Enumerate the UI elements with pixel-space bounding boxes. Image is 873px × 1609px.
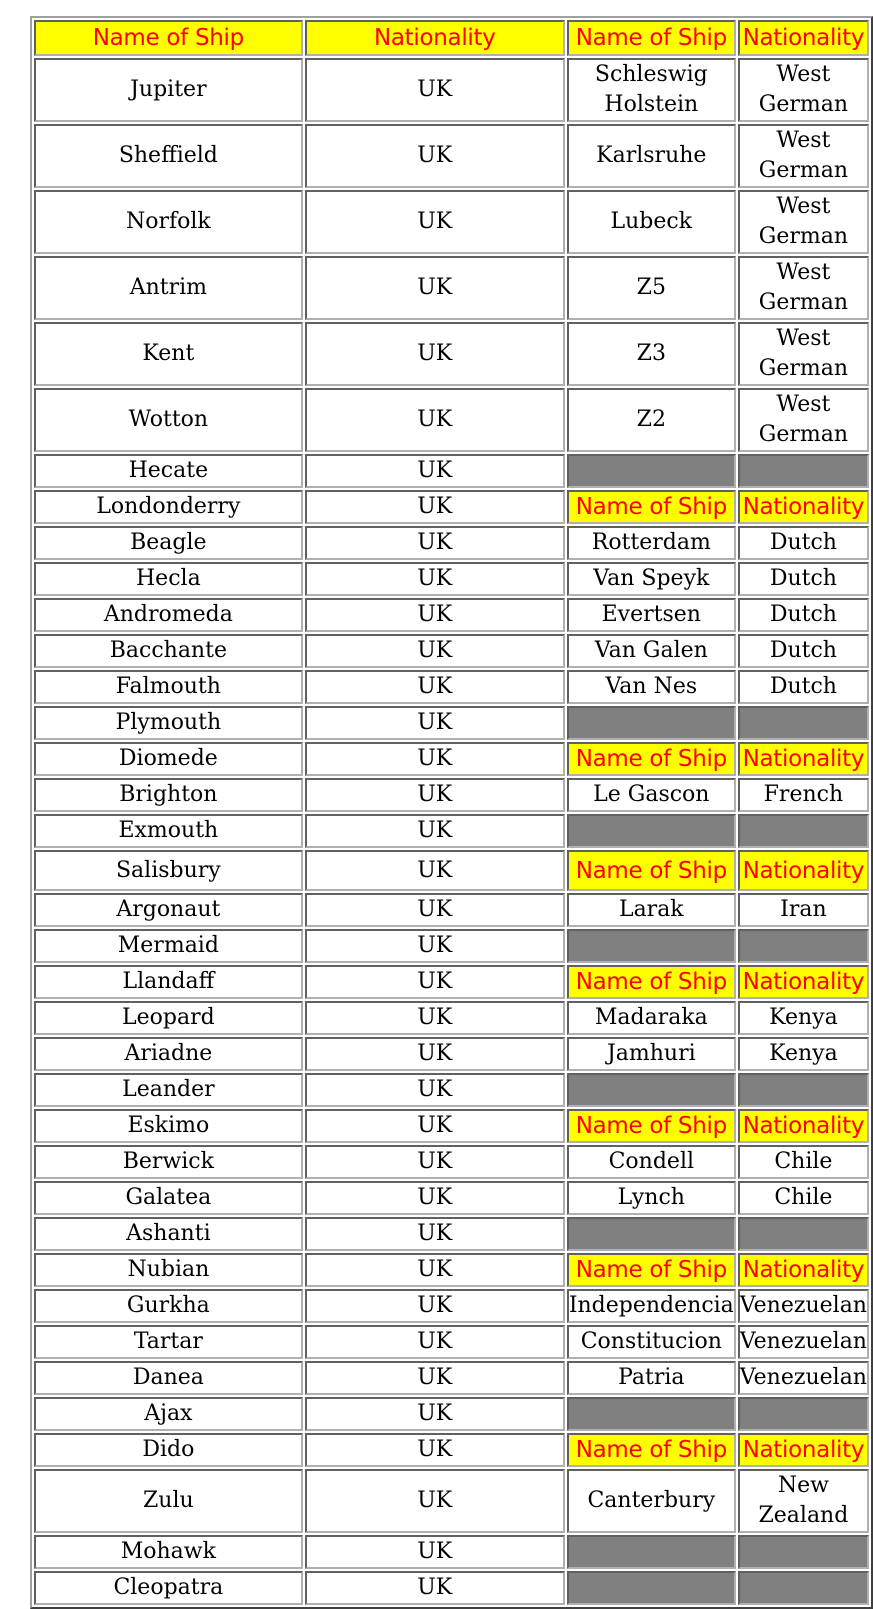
uk-nationality-cell: UK [305,1535,565,1569]
uk-nationality-cell: UK [305,256,565,320]
subheader-cell-nationality: Nationality [738,965,869,999]
uk-nationality-cell: UK [305,454,565,488]
uk-nationality-cell: UK [305,1001,565,1035]
uk-nationality-cell: UK [305,1325,565,1359]
table-row [34,670,869,704]
foreign-ship-name-cell: Canterbury [567,1469,736,1533]
uk-ship-name-cell: Zulu [34,1469,303,1533]
table-row [34,388,869,452]
ships-table-body [34,20,869,1605]
table-row [34,1073,869,1107]
foreign-ship-name-cell: Rotterdam [567,526,736,560]
blank-cell [738,1217,869,1251]
uk-nationality-cell: UK [305,562,565,596]
table-row [34,1109,869,1143]
blank-cell [738,929,869,963]
uk-ship-name-cell: Galatea [34,1181,303,1215]
uk-nationality-cell: UK [305,1433,565,1467]
uk-nationality-cell: UK [305,1397,565,1431]
uk-nationality-cell: UK [305,1361,565,1395]
foreign-ship-name-cell: Z2 [567,388,736,452]
foreign-nationality-cell: Venezuelan [738,1325,869,1359]
subheader-cell-nationality: Nationality [738,1433,869,1467]
foreign-nationality-cell: West German [738,58,869,122]
table-row [34,929,869,963]
table-row [34,598,869,632]
table-row [34,1469,869,1533]
blank-cell [567,1535,736,1569]
table-row [34,1037,869,1071]
uk-nationality-cell: UK [305,1145,565,1179]
table-row [34,706,869,740]
uk-nationality-cell: UK [305,778,565,812]
ships-table [30,16,873,1609]
foreign-nationality-cell: Dutch [738,598,869,632]
table-row [34,1001,869,1035]
uk-ship-name-cell: Danea [34,1361,303,1395]
uk-nationality-cell: UK [305,1289,565,1323]
foreign-nationality-cell: Dutch [738,634,869,668]
foreign-ship-name-cell: Lubeck [567,190,736,254]
blank-cell [567,454,736,488]
table-row [34,1361,869,1395]
uk-nationality-cell: UK [305,598,565,632]
uk-ship-name-cell: Mermaid [34,929,303,963]
blank-cell [738,1397,869,1431]
blank-cell [738,454,869,488]
table-row [34,124,869,188]
subheader-cell-name-of-ship: Name of Ship [567,742,736,776]
foreign-nationality-cell: West German [738,322,869,386]
subheader-cell-name-of-ship: Name of Ship [567,1109,736,1143]
table-row [34,562,869,596]
foreign-ship-name-cell: Van Nes [567,670,736,704]
uk-ship-name-cell: Hecla [34,562,303,596]
table-row [34,850,869,891]
table-row [34,1289,869,1323]
blank-cell [567,1397,736,1431]
table-row [34,58,869,122]
foreign-nationality-cell: Dutch [738,670,869,704]
table-row [34,1397,869,1431]
uk-ship-name-cell: Mohawk [34,1535,303,1569]
table-row [34,1217,869,1251]
uk-nationality-cell: UK [305,1469,565,1533]
subheader-cell-nationality: Nationality [738,850,869,891]
header-cell-name-of-ship-foreign: Name of Ship [567,20,736,56]
uk-ship-name-cell: Brighton [34,778,303,812]
blank-cell [567,1571,736,1605]
uk-nationality-cell: UK [305,634,565,668]
uk-nationality-cell: UK [305,1253,565,1287]
blank-cell [738,1535,869,1569]
header-cell-name-of-ship: Name of Ship [34,20,303,56]
subheader-cell-name-of-ship: Name of Ship [567,850,736,891]
foreign-ship-name-cell: Jamhuri [567,1037,736,1071]
foreign-nationality-cell: West German [738,256,869,320]
uk-ship-name-cell: Gurkha [34,1289,303,1323]
foreign-ship-name-cell: Evertsen [567,598,736,632]
uk-nationality-cell: UK [305,1109,565,1143]
table-row [34,742,869,776]
foreign-nationality-cell: Iran [738,893,869,927]
uk-ship-name-cell: Nubian [34,1253,303,1287]
uk-nationality-cell: UK [305,850,565,891]
uk-ship-name-cell: Berwick [34,1145,303,1179]
foreign-nationality-cell: West German [738,124,869,188]
table-row [34,634,869,668]
uk-ship-name-cell: Eskimo [34,1109,303,1143]
table-row [34,322,869,386]
uk-nationality-cell: UK [305,190,565,254]
foreign-ship-name-cell: Schleswig Holstein [567,58,736,122]
blank-cell [738,1571,869,1605]
uk-nationality-cell: UK [305,1037,565,1071]
blank-cell [738,706,869,740]
uk-nationality-cell: UK [305,670,565,704]
uk-nationality-cell: UK [305,388,565,452]
foreign-nationality-cell: Venezuelan [738,1289,869,1323]
uk-nationality-cell: UK [305,1217,565,1251]
uk-ship-name-cell: Kent [34,322,303,386]
uk-nationality-cell: UK [305,526,565,560]
subheader-cell-nationality: Nationality [738,742,869,776]
uk-ship-name-cell: Leopard [34,1001,303,1035]
foreign-nationality-cell: Kenya [738,1037,869,1071]
uk-nationality-cell: UK [305,490,565,524]
header-row [34,20,869,56]
foreign-nationality-cell: West German [738,388,869,452]
uk-ship-name-cell: Jupiter [34,58,303,122]
uk-ship-name-cell: Sheffield [34,124,303,188]
uk-ship-name-cell: Cleopatra [34,1571,303,1605]
foreign-ship-name-cell: Madaraka [567,1001,736,1035]
table-row [34,965,869,999]
uk-nationality-cell: UK [305,706,565,740]
foreign-nationality-cell: Chile [738,1181,869,1215]
uk-ship-name-cell: Wotton [34,388,303,452]
blank-cell [738,814,869,848]
foreign-nationality-cell: French [738,778,869,812]
subheader-cell-nationality: Nationality [738,1109,869,1143]
uk-ship-name-cell: Salisbury [34,850,303,891]
foreign-nationality-cell: Chile [738,1145,869,1179]
subheader-cell-name-of-ship: Name of Ship [567,1253,736,1287]
table-row [34,1181,869,1215]
table-row [34,526,869,560]
foreign-ship-name-cell: Condell [567,1145,736,1179]
uk-ship-name-cell: Londonderry [34,490,303,524]
uk-ship-name-cell: Antrim [34,256,303,320]
uk-nationality-cell: UK [305,124,565,188]
blank-cell [567,929,736,963]
uk-nationality-cell: UK [305,322,565,386]
table-row [34,1433,869,1467]
uk-ship-name-cell: Leander [34,1073,303,1107]
subheader-cell-nationality: Nationality [738,1253,869,1287]
header-cell-nationality: Nationality [305,20,565,56]
table-row [34,1145,869,1179]
uk-nationality-cell: UK [305,58,565,122]
foreign-nationality-cell: Dutch [738,562,869,596]
uk-ship-name-cell: Norfolk [34,190,303,254]
uk-ship-name-cell: Hecate [34,454,303,488]
uk-ship-name-cell: Ajax [34,1397,303,1431]
uk-ship-name-cell: Diomede [34,742,303,776]
uk-nationality-cell: UK [305,814,565,848]
blank-cell [567,814,736,848]
table-row [34,1535,869,1569]
uk-ship-name-cell: Dido [34,1433,303,1467]
foreign-ship-name-cell: Z5 [567,256,736,320]
table-row [34,1325,869,1359]
uk-nationality-cell: UK [305,965,565,999]
uk-nationality-cell: UK [305,1571,565,1605]
uk-nationality-cell: UK [305,893,565,927]
foreign-nationality-cell: West German [738,190,869,254]
foreign-ship-name-cell: Van Galen [567,634,736,668]
uk-ship-name-cell: Llandaff [34,965,303,999]
blank-cell [567,706,736,740]
foreign-ship-name-cell: Constitucion [567,1325,736,1359]
uk-nationality-cell: UK [305,929,565,963]
table-row [34,1571,869,1605]
foreign-nationality-cell: Venezuelan [738,1361,869,1395]
blank-cell [738,1073,869,1107]
uk-ship-name-cell: Ashanti [34,1217,303,1251]
uk-nationality-cell: UK [305,1073,565,1107]
subheader-cell-nationality: Nationality [738,490,869,524]
foreign-ship-name-cell: Van Speyk [567,562,736,596]
uk-nationality-cell: UK [305,1181,565,1215]
table-row [34,814,869,848]
foreign-ship-name-cell: Larak [567,893,736,927]
blank-cell [567,1073,736,1107]
foreign-ship-name-cell: Karlsruhe [567,124,736,188]
foreign-nationality-cell: Kenya [738,1001,869,1035]
uk-ship-name-cell: Ariadne [34,1037,303,1071]
uk-ship-name-cell: Argonaut [34,893,303,927]
uk-ship-name-cell: Bacchante [34,634,303,668]
table-row [34,490,869,524]
table-row [34,778,869,812]
foreign-ship-name-cell: Le Gascon [567,778,736,812]
foreign-ship-name-cell: Patria [567,1361,736,1395]
foreign-ship-name-cell: Independencia [567,1289,736,1323]
subheader-cell-name-of-ship: Name of Ship [567,1433,736,1467]
uk-ship-name-cell: Falmouth [34,670,303,704]
table-row [34,256,869,320]
subheader-cell-name-of-ship: Name of Ship [567,490,736,524]
foreign-ship-name-cell: Lynch [567,1181,736,1215]
table-row [34,454,869,488]
blank-cell [567,1217,736,1251]
foreign-nationality-cell: Dutch [738,526,869,560]
uk-nationality-cell: UK [305,742,565,776]
table-row [34,893,869,927]
table-row [34,1253,869,1287]
foreign-nationality-cell: New Zealand [738,1469,869,1533]
uk-ship-name-cell: Beagle [34,526,303,560]
table-row [34,190,869,254]
uk-ship-name-cell: Andromeda [34,598,303,632]
uk-ship-name-cell: Plymouth [34,706,303,740]
subheader-cell-name-of-ship: Name of Ship [567,965,736,999]
header-cell-nationality-foreign: Nationality [738,20,869,56]
uk-ship-name-cell: Tartar [34,1325,303,1359]
foreign-ship-name-cell: Z3 [567,322,736,386]
uk-ship-name-cell: Exmouth [34,814,303,848]
